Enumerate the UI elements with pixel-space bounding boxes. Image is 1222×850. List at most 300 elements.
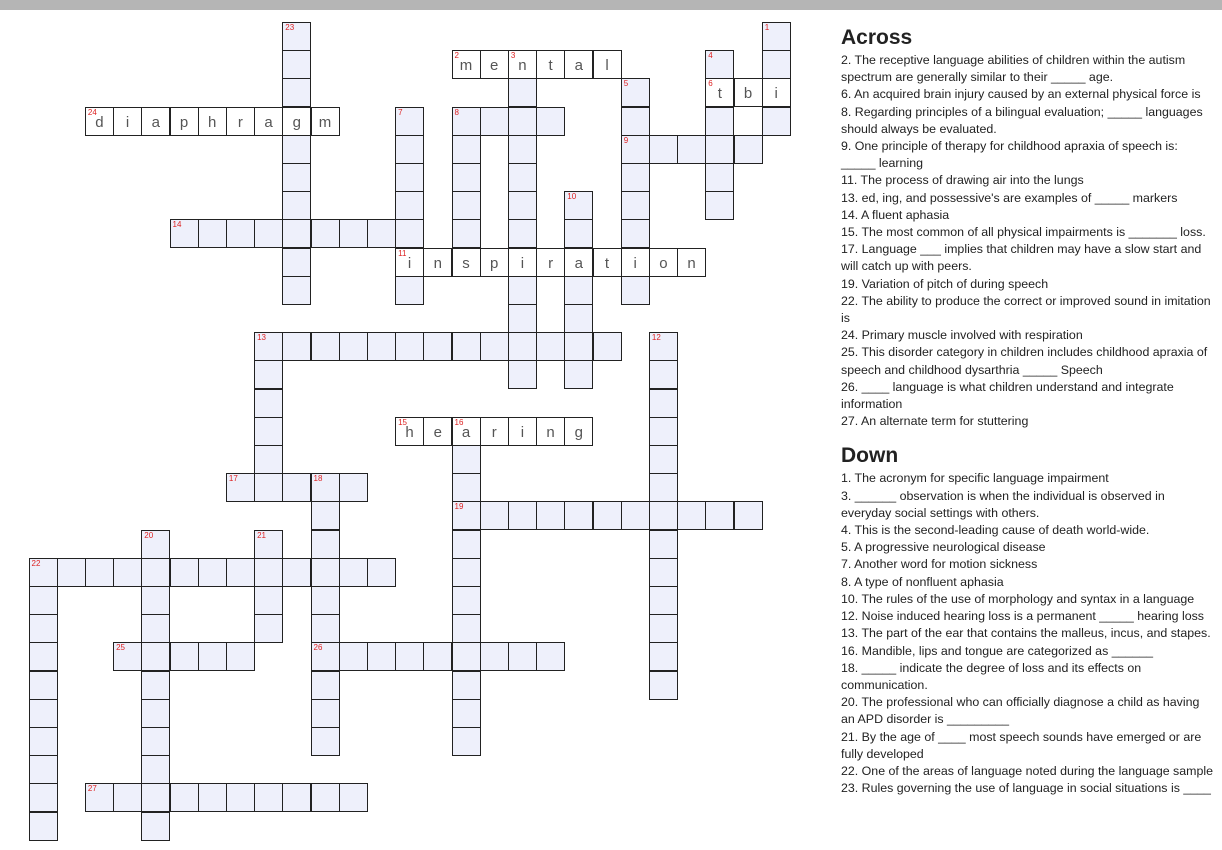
grid-cell[interactable]: [423, 248, 452, 277]
grid-cell[interactable]: [762, 22, 791, 51]
grid-cell[interactable]: [198, 783, 227, 812]
grid-cell[interactable]: [480, 642, 509, 671]
cell-letter: r: [237, 113, 243, 131]
grid-cell[interactable]: [762, 78, 791, 107]
grid-cell[interactable]: [395, 248, 424, 277]
across-clue: 11. The process of drawing air into the lungs: [841, 173, 1084, 188]
grid-cell[interactable]: [649, 445, 678, 474]
grid-cell[interactable]: [339, 783, 368, 812]
grid-cell[interactable]: [395, 135, 424, 164]
grid-cell[interactable]: [170, 642, 199, 671]
grid-cell[interactable]: [198, 558, 227, 587]
grid-cell[interactable]: [508, 642, 537, 671]
grid-cell[interactable]: [452, 501, 481, 530]
grid-cell[interactable]: [395, 332, 424, 361]
grid-cell[interactable]: [29, 614, 58, 643]
grid-cell[interactable]: [367, 558, 396, 587]
grid-cell[interactable]: [141, 699, 170, 728]
down-clue: 12. Noise induced hearing loss is a permanent _____ hearing loss: [841, 609, 1205, 624]
grid-cell[interactable]: [226, 783, 255, 812]
grid-cell[interactable]: [141, 783, 170, 812]
grid-cell[interactable]: [536, 642, 565, 671]
grid-cell[interactable]: [452, 163, 481, 192]
across-heading: Across: [841, 26, 913, 49]
grid-cell[interactable]: [254, 219, 283, 248]
cell-letter: a: [264, 113, 273, 131]
grid-cell[interactable]: [452, 727, 481, 756]
grid-cell[interactable]: [311, 558, 340, 587]
grid-cell[interactable]: [141, 812, 170, 841]
grid-cell[interactable]: [508, 276, 537, 305]
grid-cell[interactable]: [254, 360, 283, 389]
grid-cell[interactable]: [564, 501, 593, 530]
grid-cell[interactable]: [677, 501, 706, 530]
grid-cell[interactable]: [226, 219, 255, 248]
clue-number: 12: [651, 333, 661, 343]
grid-cell[interactable]: [113, 558, 142, 587]
grid-cell[interactable]: [311, 332, 340, 361]
grid-cell[interactable]: [29, 783, 58, 812]
grid-cell[interactable]: [564, 191, 593, 220]
grid-cell[interactable]: [480, 417, 509, 446]
cell-letter: i: [520, 423, 525, 441]
grid-cell[interactable]: [564, 417, 593, 446]
down-clue: 3. ______ observation is when the individual is observed in everyday social settings with others.: [841, 488, 1165, 520]
down-clue: 1. The acronym for specific language impairment: [841, 471, 1109, 486]
grid-cell[interactable]: [141, 642, 170, 671]
grid-cell[interactable]: [452, 107, 481, 136]
grid-cell[interactable]: [593, 50, 622, 79]
grid-cell[interactable]: [311, 107, 340, 136]
grid-cell[interactable]: [282, 163, 311, 192]
grid-cell[interactable]: [564, 50, 593, 79]
grid-cell[interactable]: [29, 558, 58, 587]
grid-cell[interactable]: [705, 191, 734, 220]
grid-cell[interactable]: [226, 558, 255, 587]
across-clue: 26. ____ language is what children understand and integrate information: [841, 379, 1174, 412]
grid-cell[interactable]: [480, 501, 509, 530]
down-clue: 7. Another word for motion sickness: [841, 557, 1038, 572]
grid-cell[interactable]: [311, 699, 340, 728]
across-clue: 19. Variation of pitch of during speech: [841, 276, 1049, 291]
grid-cell[interactable]: [198, 219, 227, 248]
cell-letter: m: [318, 113, 332, 131]
grid-cell[interactable]: [113, 642, 142, 671]
grid-cell[interactable]: [311, 473, 340, 502]
across-clue: 6. An acquired brain injury caused by an external physical force is: [841, 87, 1201, 102]
grid-cell[interactable]: [141, 727, 170, 756]
grid-cell[interactable]: [254, 783, 283, 812]
cell-letter: r: [491, 423, 497, 441]
grid-cell[interactable]: [254, 586, 283, 615]
clue-number: 26: [313, 643, 323, 653]
grid-cell[interactable]: [141, 586, 170, 615]
clue-number: 20: [144, 530, 154, 540]
grid-cell[interactable]: [508, 248, 537, 277]
cell-letter: m: [459, 57, 473, 75]
grid-cell[interactable]: [508, 360, 537, 389]
cell-letter: g: [292, 113, 301, 131]
grid-cell[interactable]: [452, 332, 481, 361]
grid-cell[interactable]: [282, 248, 311, 277]
cell-letter: p: [179, 113, 189, 131]
clue-number: 5: [623, 79, 629, 89]
grid-cell[interactable]: [452, 586, 481, 615]
down-clue: 13. The part of the ear that contains the malleus, incus, and stapes.: [841, 626, 1211, 641]
across-clue: 15. The most common of all physical impairments is _______ loss.: [841, 225, 1206, 240]
grid-cell[interactable]: [452, 219, 481, 248]
down-clue: 8. A type of nonfluent aphasia: [841, 574, 1004, 589]
grid-cell[interactable]: [452, 135, 481, 164]
grid-cell[interactable]: [254, 332, 283, 361]
down-clue-list: [841, 470, 1213, 797]
across-clue: 25. This disorder category in children includes childhood apraxia of speech and childhood dysarthria _____ Speech: [841, 345, 1208, 377]
cell-letter: i: [407, 254, 412, 272]
grid-cell[interactable]: [311, 586, 340, 615]
clue-number: 11: [398, 248, 407, 258]
grid-cell[interactable]: [564, 360, 593, 389]
clue-number: 14: [172, 220, 182, 230]
grid-cell[interactable]: [311, 501, 340, 530]
grid-cell[interactable]: [282, 276, 311, 305]
grid-cell[interactable]: [649, 417, 678, 446]
grid-cell[interactable]: [395, 163, 424, 192]
grid-cell[interactable]: [734, 78, 763, 107]
grid-cell[interactable]: [734, 501, 763, 530]
cell-letter: i: [520, 254, 525, 272]
grid-cell[interactable]: [452, 614, 481, 643]
down-heading: Down: [841, 444, 899, 468]
grid-cell[interactable]: [254, 558, 283, 587]
across-clue: 24. Primary muscle involved with respiration: [841, 328, 1083, 343]
across-clue: 8. Regarding principles of a bilingual evaluation; _____ languages should always be evaluated.: [841, 104, 1203, 136]
grid-cell[interactable]: [593, 332, 622, 361]
grid-cell[interactable]: [649, 558, 678, 587]
clues-panel: [841, 24, 1213, 797]
grid-cell[interactable]: [311, 614, 340, 643]
grid-cell[interactable]: [536, 248, 565, 277]
grid-cell[interactable]: [282, 783, 311, 812]
clue-number: 8: [454, 107, 459, 117]
cell-letter: d: [95, 113, 104, 131]
grid-cell[interactable]: [282, 22, 311, 51]
grid-cell[interactable]: [254, 389, 283, 418]
grid-cell[interactable]: [480, 332, 509, 361]
grid-cell[interactable]: [508, 191, 537, 220]
grid-cell[interactable]: [452, 417, 481, 446]
grid-cell[interactable]: [311, 642, 340, 671]
cell-letter: n: [433, 254, 442, 272]
grid-cell[interactable]: [536, 50, 565, 79]
grid-cell[interactable]: [282, 191, 311, 220]
across-clue-list: [841, 52, 1213, 430]
grid-cell[interactable]: [621, 501, 650, 530]
grid-cell[interactable]: [113, 107, 142, 136]
down-clue: 21. By the age of ____ most speech sounds have emerged or are fully developed: [841, 729, 1202, 761]
grid-cell[interactable]: [282, 473, 311, 502]
cell-letter: p: [490, 254, 499, 272]
grid-cell[interactable]: [452, 642, 481, 671]
cell-letter: i: [125, 113, 130, 131]
grid-cell[interactable]: [339, 332, 368, 361]
grid-cell[interactable]: [649, 360, 678, 389]
grid-cell[interactable]: [649, 614, 678, 643]
grid-cell[interactable]: [423, 417, 452, 446]
grid-cell[interactable]: [141, 614, 170, 643]
grid-cell[interactable]: [508, 50, 537, 79]
grid-cell[interactable]: [282, 78, 311, 107]
grid-cell[interactable]: [141, 671, 170, 700]
grid-cell[interactable]: [536, 107, 565, 136]
grid-cell[interactable]: [29, 755, 58, 784]
grid-cell[interactable]: [649, 135, 678, 164]
down-clue: 20. The professional who can officially diagnose a child as having an APD disorder is _________: [841, 695, 1200, 727]
grid-cell[interactable]: [311, 783, 340, 812]
grid-cell[interactable]: [734, 135, 763, 164]
down-clue: 22. One of the areas of language noted during the language sample: [841, 763, 1213, 778]
cell-letter: a: [461, 423, 471, 441]
grid-cell[interactable]: [226, 107, 255, 136]
grid-cell[interactable]: [649, 530, 678, 559]
grid-cell[interactable]: [621, 191, 650, 220]
clue-number: 22: [31, 558, 41, 568]
grid-cell[interactable]: [536, 501, 565, 530]
grid-cell[interactable]: [339, 473, 368, 502]
grid-cell[interactable]: [29, 642, 58, 671]
grid-cell[interactable]: [677, 248, 706, 277]
grid-cell[interactable]: [649, 389, 678, 418]
cell-letter: a: [574, 57, 583, 75]
grid-cell[interactable]: [226, 642, 255, 671]
grid-cell[interactable]: [141, 755, 170, 784]
clue-number: 13: [257, 333, 266, 343]
clue-number: 24: [87, 107, 97, 117]
grid-cell[interactable]: [536, 332, 565, 361]
clue-number: 3: [510, 51, 516, 61]
grid-cell[interactable]: [508, 501, 537, 530]
cell-letter: g: [574, 423, 583, 441]
grid-cell[interactable]: [593, 248, 622, 277]
grid-cell[interactable]: [170, 783, 199, 812]
cell-letter: t: [604, 254, 610, 272]
grid-cell[interactable]: [395, 191, 424, 220]
grid-cell[interactable]: [480, 107, 509, 136]
clue-number: 27: [87, 784, 97, 794]
across-clue: 13. ed, ing, and possessive's are examples of _____ markers: [841, 190, 1178, 205]
down-clue: 10. The rules of the use of morphology and syntax in a language: [841, 591, 1195, 606]
grid-cell[interactable]: [85, 783, 114, 812]
grid-cell[interactable]: [649, 248, 678, 277]
grid-cell[interactable]: [452, 445, 481, 474]
grid-cell[interactable]: [311, 671, 340, 700]
grid-cell[interactable]: [649, 671, 678, 700]
grid-cell[interactable]: [339, 642, 368, 671]
grid-cell[interactable]: [762, 50, 791, 79]
grid-cell[interactable]: [564, 304, 593, 333]
grid-cell[interactable]: [649, 501, 678, 530]
clue-number: 9: [623, 135, 629, 145]
grid-cell[interactable]: [452, 699, 481, 728]
grid-cell[interactable]: [705, 501, 734, 530]
grid-cell[interactable]: [621, 107, 650, 136]
grid-cell[interactable]: [705, 50, 734, 79]
clue-number: 23: [285, 23, 295, 32]
grid-cell[interactable]: [29, 586, 58, 615]
grid-cell[interactable]: [339, 558, 368, 587]
grid-cell[interactable]: [311, 727, 340, 756]
grid-cell[interactable]: [677, 135, 706, 164]
cell-letter: a: [574, 254, 583, 272]
cell-letter: l: [605, 57, 609, 75]
grid-cell[interactable]: [705, 135, 734, 164]
grid-cell[interactable]: [85, 107, 114, 136]
grid-cell[interactable]: [254, 445, 283, 474]
grid-cell[interactable]: [564, 332, 593, 361]
grid-cell[interactable]: [649, 473, 678, 502]
grid-cell[interactable]: [395, 107, 424, 136]
grid-cell[interactable]: [593, 501, 622, 530]
grid-cell[interactable]: [282, 50, 311, 79]
grid-cell[interactable]: [762, 107, 791, 136]
grid-cell[interactable]: [198, 642, 227, 671]
across-clue: 2. The receptive language abilities of children within the autism spectrum are generally similar to their _____ age.: [841, 53, 1186, 85]
grid-cell[interactable]: [508, 332, 537, 361]
across-clue: 9. One principle of therapy for childhood apraxia of speech is: _____ learning: [841, 139, 1178, 171]
grid-cell[interactable]: [705, 107, 734, 136]
grid-cell[interactable]: [141, 530, 170, 559]
grid-cell[interactable]: [621, 78, 650, 107]
grid-cell[interactable]: [508, 163, 537, 192]
grid-cell[interactable]: [29, 699, 58, 728]
grid-cell[interactable]: [508, 417, 537, 446]
grid-cell[interactable]: [198, 107, 227, 136]
clue-number: 17: [228, 474, 238, 484]
cell-letter: n: [687, 254, 696, 272]
grid-cell[interactable]: [254, 417, 283, 446]
grid-cell[interactable]: [367, 332, 396, 361]
grid-cell[interactable]: [170, 107, 199, 136]
clue-number: 18: [313, 474, 323, 484]
grid-cell[interactable]: [282, 219, 311, 248]
cell-letter: n: [518, 57, 527, 75]
grid-cell[interactable]: [57, 558, 86, 587]
grid-cell[interactable]: [29, 671, 58, 700]
grid-cell[interactable]: [508, 135, 537, 164]
grid-cell[interactable]: [282, 135, 311, 164]
grid-cell[interactable]: [564, 248, 593, 277]
across-clue: 27. An alternate term for stuttering: [841, 414, 1029, 429]
cell-letter: r: [548, 254, 554, 272]
grid-cell[interactable]: [649, 642, 678, 671]
down-clue: 4. This is the second-leading cause of death world-wide.: [841, 523, 1150, 538]
grid-cell[interactable]: [311, 219, 340, 248]
grid-cell[interactable]: [85, 558, 114, 587]
grid-cell[interactable]: [621, 276, 650, 305]
grid-cell[interactable]: [452, 671, 481, 700]
grid-cell[interactable]: [508, 304, 537, 333]
grid-cell[interactable]: [536, 417, 565, 446]
grid-cell[interactable]: [395, 417, 424, 446]
grid-cell[interactable]: [113, 783, 142, 812]
cell-letter: s: [462, 254, 470, 272]
grid-cell[interactable]: [141, 558, 170, 587]
grid-cell[interactable]: [452, 558, 481, 587]
grid-cell[interactable]: [452, 248, 481, 277]
grid-cell[interactable]: [254, 107, 283, 136]
grid-cell[interactable]: [508, 219, 537, 248]
grid-cell[interactable]: [423, 642, 452, 671]
grid-cell[interactable]: [395, 642, 424, 671]
grid-cell[interactable]: [141, 107, 170, 136]
grid-cell[interactable]: [29, 812, 58, 841]
grid-cell[interactable]: [480, 50, 509, 79]
clue-number: 15: [398, 417, 407, 427]
cell-letter: e: [433, 423, 442, 441]
grid-cell[interactable]: [367, 642, 396, 671]
grid-cell[interactable]: [452, 50, 481, 79]
cell-letter: e: [490, 57, 499, 75]
grid-cell[interactable]: [649, 586, 678, 615]
grid-cell[interactable]: [282, 558, 311, 587]
cell-letter: a: [151, 113, 160, 131]
cell-letter: n: [546, 423, 555, 441]
grid-cell[interactable]: [480, 248, 509, 277]
grid-cell[interactable]: [452, 191, 481, 220]
grid-cell[interactable]: [282, 332, 311, 361]
clue-number: 2: [454, 51, 459, 61]
grid-cell[interactable]: [226, 473, 255, 502]
grid-cell[interactable]: [508, 107, 537, 136]
grid-cell[interactable]: [705, 163, 734, 192]
grid-cell[interactable]: [254, 530, 283, 559]
cell-letter: i: [633, 254, 637, 272]
cell-letter: o: [659, 254, 668, 272]
grid-cell[interactable]: [254, 614, 283, 643]
grid-cell[interactable]: [705, 78, 734, 107]
down-clue: 18. _____ indicate the degree of loss and its effects on communication.: [841, 660, 1142, 692]
grid-cell[interactable]: [170, 558, 199, 587]
across-clue: 22. The ability to produce the correct or improved sound in imitation is: [841, 293, 1211, 326]
grid-cell[interactable]: [564, 276, 593, 305]
grid-cell[interactable]: [395, 219, 424, 248]
grid-cell[interactable]: [339, 219, 368, 248]
grid-cell[interactable]: [621, 248, 650, 277]
grid-cell[interactable]: [621, 219, 650, 248]
across-clue: 17. Language ___ implies that children may have a slow start and will catch up with peers.: [841, 242, 1202, 274]
grid-cell[interactable]: [311, 530, 340, 559]
grid-cell[interactable]: [621, 163, 650, 192]
grid-cell[interactable]: [29, 727, 58, 756]
grid-cell[interactable]: [508, 78, 537, 107]
grid-cell[interactable]: [367, 219, 396, 248]
clue-number: 1: [764, 23, 770, 32]
grid-cell[interactable]: [395, 276, 424, 305]
grid-cell[interactable]: [452, 530, 481, 559]
grid-cell[interactable]: [649, 332, 678, 361]
grid-cell[interactable]: [564, 219, 593, 248]
down-clue: 23. Rules governing the use of language in social situations is ____: [841, 781, 1211, 796]
cell-letter: b: [743, 85, 753, 103]
grid-cell[interactable]: [254, 473, 283, 502]
grid-cell[interactable]: [423, 332, 452, 361]
grid-cell[interactable]: [170, 219, 199, 248]
cell-letter: t: [548, 57, 553, 75]
grid-cell[interactable]: [621, 135, 650, 164]
grid-cell[interactable]: [452, 473, 481, 502]
clue-number: 7: [398, 107, 403, 117]
clue-number: 21: [257, 530, 266, 540]
grid-cell[interactable]: [282, 107, 311, 136]
